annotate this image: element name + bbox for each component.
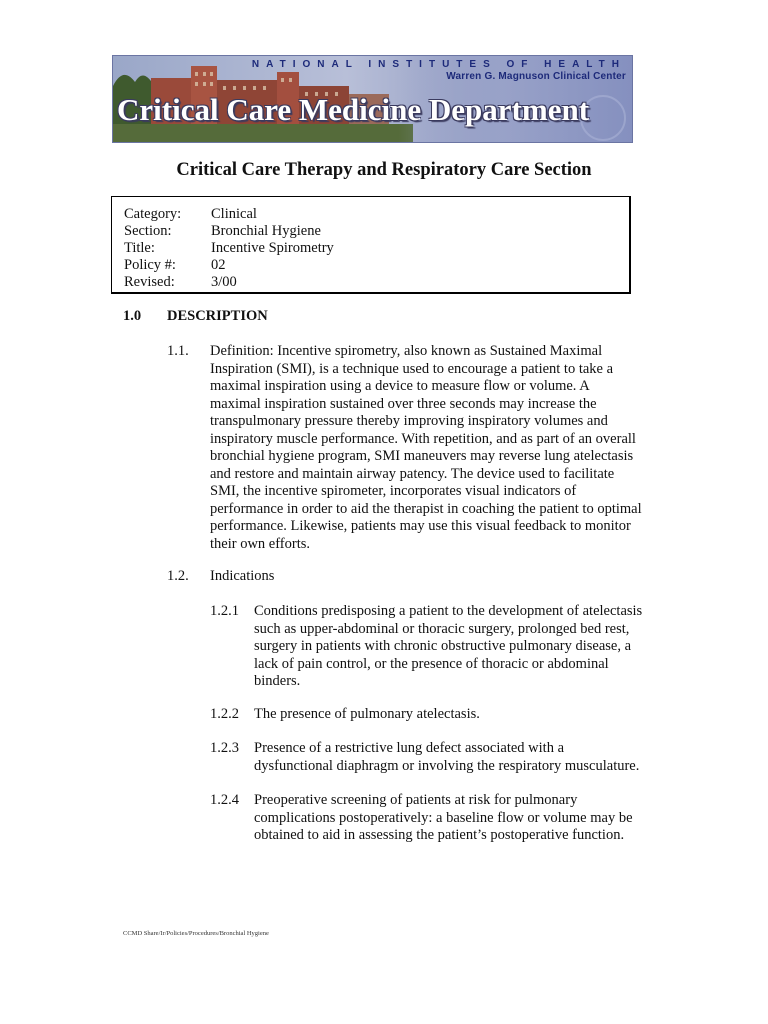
paragraph-line: Definition: Incentive spirometry, also known as Sustained Maximal <box>210 343 603 359</box>
paragraph-line: Presence of a restrictive lung defect associated with a <box>254 740 565 756</box>
info-key: Title: <box>124 240 155 256</box>
page-title: Critical Care Therapy and Respiratory Care Section <box>176 160 592 180</box>
info-value: Clinical <box>211 206 257 222</box>
paragraph-line: complications postoperatively: a baseline flow or volume may be <box>254 809 633 826</box>
subsection-number: 1.1. <box>167 343 189 359</box>
paragraph-line: performance in order to aid the therapist in coaching the patient to optimal <box>210 500 642 517</box>
paragraph-line: surgery in patients with chronic obstructive pulmonary disease, a <box>254 638 632 654</box>
paragraph-line: maximal inspiration using a device to measure flow or volume. A <box>210 378 590 394</box>
footer-path: CCMD Share/Ir/Policies/Procedures/Bronchial Hygiene <box>123 930 269 937</box>
paragraph-line: SMI, the incentive spirometer, incorporates visual indicators of <box>210 483 577 499</box>
nih-label: NATIONAL INSTITUTES OF HEALTH <box>251 59 626 70</box>
paragraph-line: performance. Likewise, patients may use this visual feedback to monitor <box>210 518 631 534</box>
info-key: Section: <box>124 223 172 239</box>
subsection-number: 1.2. <box>167 568 189 584</box>
paragraph-line: maximal inspiration sustained over three seconds may increase the <box>210 395 597 412</box>
department-title: Critical Care Medicine Department <box>117 92 590 127</box>
section-title: DESCRIPTION <box>167 308 268 324</box>
item-number: 1.2.1 <box>210 603 239 619</box>
paragraph-line: such as upper-abdominal or thoracic surgery, prolonged bed rest, <box>254 620 630 637</box>
clinical-center-label: Warren G. Magnuson Clinical Center <box>446 71 626 82</box>
info-key: Revised: <box>124 274 175 290</box>
paragraph-line: transpulmonary pressure thereby improving inspiratory volumes and <box>210 413 608 429</box>
paragraph-line: The presence of pulmonary atelectasis. <box>254 706 480 722</box>
info-value: Bronchial Hygiene <box>211 223 321 239</box>
item-number: 1.2.4 <box>210 792 239 808</box>
paragraph-line: dysfunctional diaphragm or involving the respiratory musculature. <box>254 757 640 774</box>
paragraph-line: bronchial hygiene program, SMI maneuvers may reverse lung atelectasis <box>210 448 634 464</box>
subsection-title: Indications <box>210 568 275 584</box>
paragraph-line: lack of pain control, or the presence of thoracic or abdominal <box>254 655 609 672</box>
info-value: Incentive Spirometry <box>211 240 334 256</box>
paragraph-line: binders. <box>254 673 301 689</box>
paragraph-line: their own efforts. <box>210 535 310 552</box>
info-value: 02 <box>211 257 226 273</box>
item-number: 1.2.2 <box>210 706 239 722</box>
paragraph-line: Preoperative screening of patients at risk for pulmonary <box>254 792 578 808</box>
info-key: Category: <box>124 206 182 222</box>
banner-header-text <box>252 58 626 83</box>
section-number: 1.0 <box>123 308 142 324</box>
item-number: 1.2.3 <box>210 740 239 756</box>
paragraph-line: and restore and maintain airway patency. The device used to facilitate <box>210 465 615 482</box>
policy-info-box <box>111 196 631 294</box>
info-key: Policy #: <box>124 257 176 273</box>
paragraph-line: obtained to aid in assessing the patient’s postoperative function. <box>254 827 625 843</box>
department-banner <box>112 55 633 143</box>
info-value: 3/00 <box>211 274 237 290</box>
paragraph-line: inspiratory muscle performance. With repetition, and as part of an overall <box>210 430 636 447</box>
paragraph-line: Inspiration (SMI), is a technique used to encourage a patient to take a <box>210 360 614 377</box>
paragraph-line: Conditions predisposing a patient to the development of atelectasis <box>254 603 643 619</box>
